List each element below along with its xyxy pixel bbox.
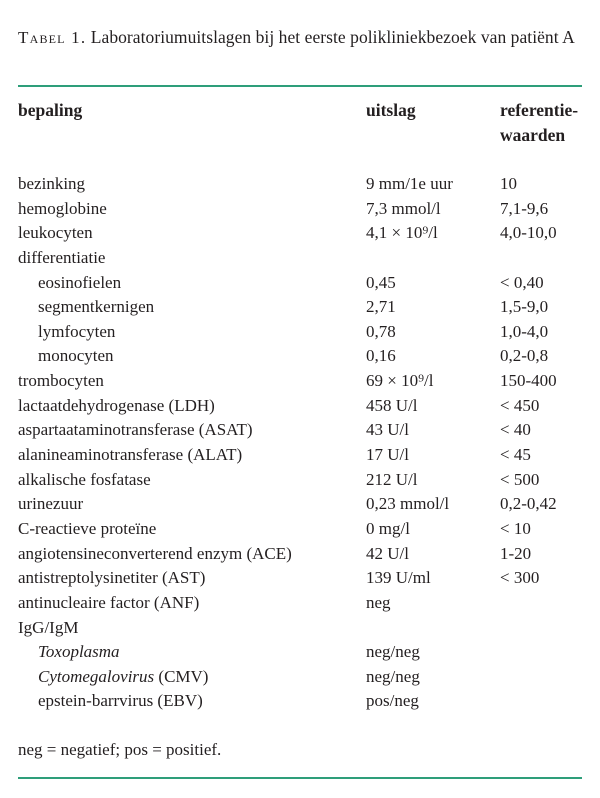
row-reference: 4,0-10,0	[500, 223, 557, 243]
header-referentie-line2: waarden	[500, 125, 566, 145]
row-reference: 150-400	[500, 371, 557, 391]
table-caption-text: Laboratoriumuitslagen bij het eerste polikliniekbezoek van patiënt A	[90, 27, 575, 47]
row-value: 42 U/l	[366, 543, 409, 563]
row-label: bezinking	[18, 174, 86, 193]
row-label: epstein-barrvirus (EBV)	[38, 691, 203, 711]
table-row	[0, 394, 600, 419]
table-row	[0, 344, 600, 369]
row-value: 17 U/l	[366, 445, 409, 465]
header-referentie-line1: referentie-	[500, 100, 579, 120]
row-reference: < 0,40	[500, 272, 544, 292]
table-caption-label: Tabel 1.	[18, 28, 87, 47]
row-reference: 1,5-9,0	[500, 297, 549, 317]
row-value: 7,3 mmol/l	[366, 198, 441, 218]
row-value: 0,78	[366, 321, 396, 341]
row-value: 69 × 10⁹/l	[366, 371, 434, 391]
row-reference: < 45	[500, 445, 531, 465]
table-footnote: neg = negatief; pos = positief.	[18, 740, 222, 759]
table-row	[0, 640, 600, 665]
row-label: antistreptolysinetiter (AST)	[18, 568, 206, 588]
row-label: segmentkernigen	[38, 297, 155, 317]
row-value: 43 U/l	[366, 420, 409, 440]
row-label: leukocyten	[18, 223, 93, 243]
row-label: alanineaminotransferase (ALAT)	[18, 445, 243, 465]
row-value: 212 U/l	[366, 469, 418, 489]
bottom-divider	[18, 777, 582, 779]
row-label: antinucleaire factor (ANF)	[18, 592, 200, 612]
table-row	[0, 542, 600, 567]
header-bepaling: bepaling	[18, 100, 83, 120]
row-label: lactaatdehydrogenase (LDH)	[18, 395, 215, 415]
table-row	[0, 320, 600, 345]
row-label: lymfocyten	[38, 321, 116, 341]
table-row	[0, 566, 600, 591]
table-row	[0, 591, 600, 616]
row-value: 2,71	[366, 297, 396, 317]
table-row	[0, 246, 600, 271]
row-label: C-reactieve proteïne	[18, 518, 157, 538]
row-label-wrap	[38, 665, 208, 690]
row-label: aspartaataminotransferase (ASAT)	[18, 420, 253, 440]
table-row	[0, 689, 600, 714]
row-reference: < 450	[500, 395, 540, 415]
row-label: differentiatie	[18, 247, 106, 267]
row-label: monocyten	[38, 346, 114, 366]
row-value: 9 mm/1e uur	[366, 174, 453, 193]
row-value: 0 mg/l	[366, 518, 410, 538]
table-row	[0, 197, 600, 222]
row-value: 0,16	[366, 346, 396, 366]
table-row	[0, 616, 600, 641]
row-reference: < 40	[500, 420, 531, 440]
table-row	[0, 295, 600, 320]
row-label: IgG/IgM	[18, 617, 79, 637]
row-label: trombocyten	[18, 371, 104, 391]
table-row	[0, 492, 600, 517]
table-row	[0, 443, 600, 468]
row-reference: 1,0-4,0	[500, 321, 549, 341]
table-caption	[18, 24, 584, 51]
table-row	[0, 172, 600, 197]
row-value: 139 U/ml	[366, 568, 431, 588]
top-divider	[18, 85, 582, 87]
row-reference: 1-20	[500, 543, 532, 563]
row-value: 4,1 × 10⁹/l	[366, 223, 438, 243]
row-value: neg	[366, 592, 391, 612]
row-reference: < 10	[500, 518, 531, 538]
row-label: Cytomegalovirus	[38, 666, 155, 686]
table-row	[0, 369, 600, 394]
row-value: neg/neg	[366, 642, 420, 662]
row-label: eosinofielen	[38, 272, 122, 292]
row-label: hemoglobine	[18, 198, 107, 218]
row-value: 0,23 mmol/l	[366, 494, 450, 514]
row-reference: < 300	[500, 568, 540, 588]
table-row	[0, 221, 600, 246]
table-body	[0, 172, 600, 714]
row-value: 458 U/l	[366, 395, 418, 415]
table-row	[0, 468, 600, 493]
row-reference: < 500	[500, 469, 540, 489]
row-value: 0,45	[366, 272, 396, 292]
row-label-suffix: (CMV)	[154, 666, 209, 686]
row-reference: 7,1-9,6	[500, 198, 549, 218]
row-value: neg/neg	[366, 666, 420, 686]
table-row	[0, 665, 600, 690]
table-row	[0, 271, 600, 296]
row-label: urinezuur	[18, 494, 84, 514]
row-label: alkalische fosfatase	[18, 469, 151, 489]
row-label: angiotensineconverterend enzym (ACE)	[18, 543, 292, 563]
table-row	[0, 517, 600, 542]
row-reference: 0,2-0,8	[500, 346, 549, 366]
table-row	[0, 418, 600, 443]
row-label: Toxoplasma	[38, 642, 120, 662]
header-uitslag: uitslag	[366, 100, 416, 120]
table-header	[0, 98, 600, 158]
header-referentiewaarden	[500, 98, 590, 148]
row-reference: 0,2-0,42	[500, 494, 557, 514]
row-reference: 10	[500, 174, 517, 193]
row-value: pos/neg	[366, 691, 419, 711]
